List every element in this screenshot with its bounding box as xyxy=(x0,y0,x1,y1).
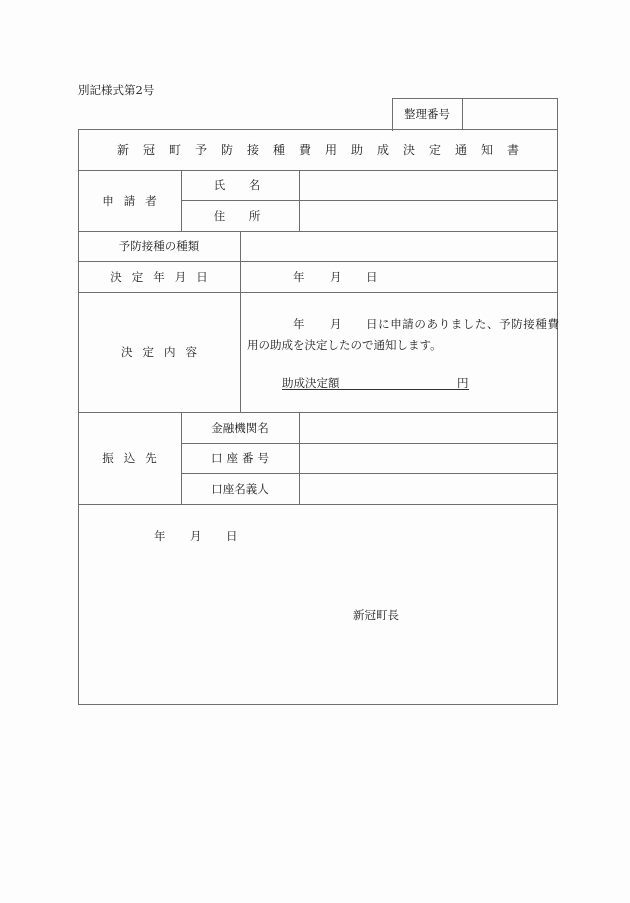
applicant-name-label: 氏 名 xyxy=(213,178,267,192)
reference-number-field[interactable] xyxy=(463,98,557,129)
decision-content-year: 年 xyxy=(293,317,305,331)
divider xyxy=(78,504,558,505)
subsidy-amount-unit: 円 xyxy=(457,376,469,390)
decision-content-month: 月 xyxy=(330,317,342,331)
subsidy-amount-field[interactable] xyxy=(340,375,456,389)
vaccination-type-label: 予防接種の種類 xyxy=(118,239,200,253)
bank-name-field[interactable] xyxy=(300,412,557,443)
subsidy-amount-underline xyxy=(282,389,469,390)
document-title: 新冠町予防接種費用助成決定通知書 xyxy=(116,143,533,157)
bank-name-label: 金融機関名 xyxy=(211,420,269,435)
form-label: 別記様式第2号 xyxy=(78,83,155,97)
reference-number-label: 整理番号 xyxy=(404,106,450,121)
decision-date-month: 月 xyxy=(330,270,342,284)
footer-date-year: 年 xyxy=(154,529,166,543)
footer-date-day: 日 xyxy=(226,529,238,543)
applicant-address-field[interactable] xyxy=(300,200,557,231)
applicant-name-field[interactable] xyxy=(300,170,557,200)
decision-date-label: 決定年月日 xyxy=(110,269,218,284)
decision-date-year: 年 xyxy=(293,270,305,284)
vaccination-type-field[interactable] xyxy=(241,231,557,261)
account-number-label: 口座番号 xyxy=(211,451,273,465)
issuer-name: 新冠町長 xyxy=(353,608,399,622)
transfer-section-label: 振込先 xyxy=(102,451,167,465)
applicant-section-label: 申請者 xyxy=(102,193,167,208)
account-holder-field[interactable] xyxy=(300,473,557,504)
decision-content-line2: 用の助成を決定したので通知します。 xyxy=(247,338,442,352)
decision-date-day: 日 xyxy=(366,270,378,284)
decision-content-line1: 日に申請のありました、予防接種費 xyxy=(366,317,560,331)
applicant-address-label: 住 所 xyxy=(213,208,267,223)
subsidy-amount-label: 助成決定額 xyxy=(282,376,340,390)
account-holder-label: 口座名義人 xyxy=(211,481,269,496)
footer-date-month: 月 xyxy=(190,529,202,543)
decision-content-label: 決定内容 xyxy=(121,345,207,359)
account-number-field[interactable] xyxy=(300,443,557,473)
